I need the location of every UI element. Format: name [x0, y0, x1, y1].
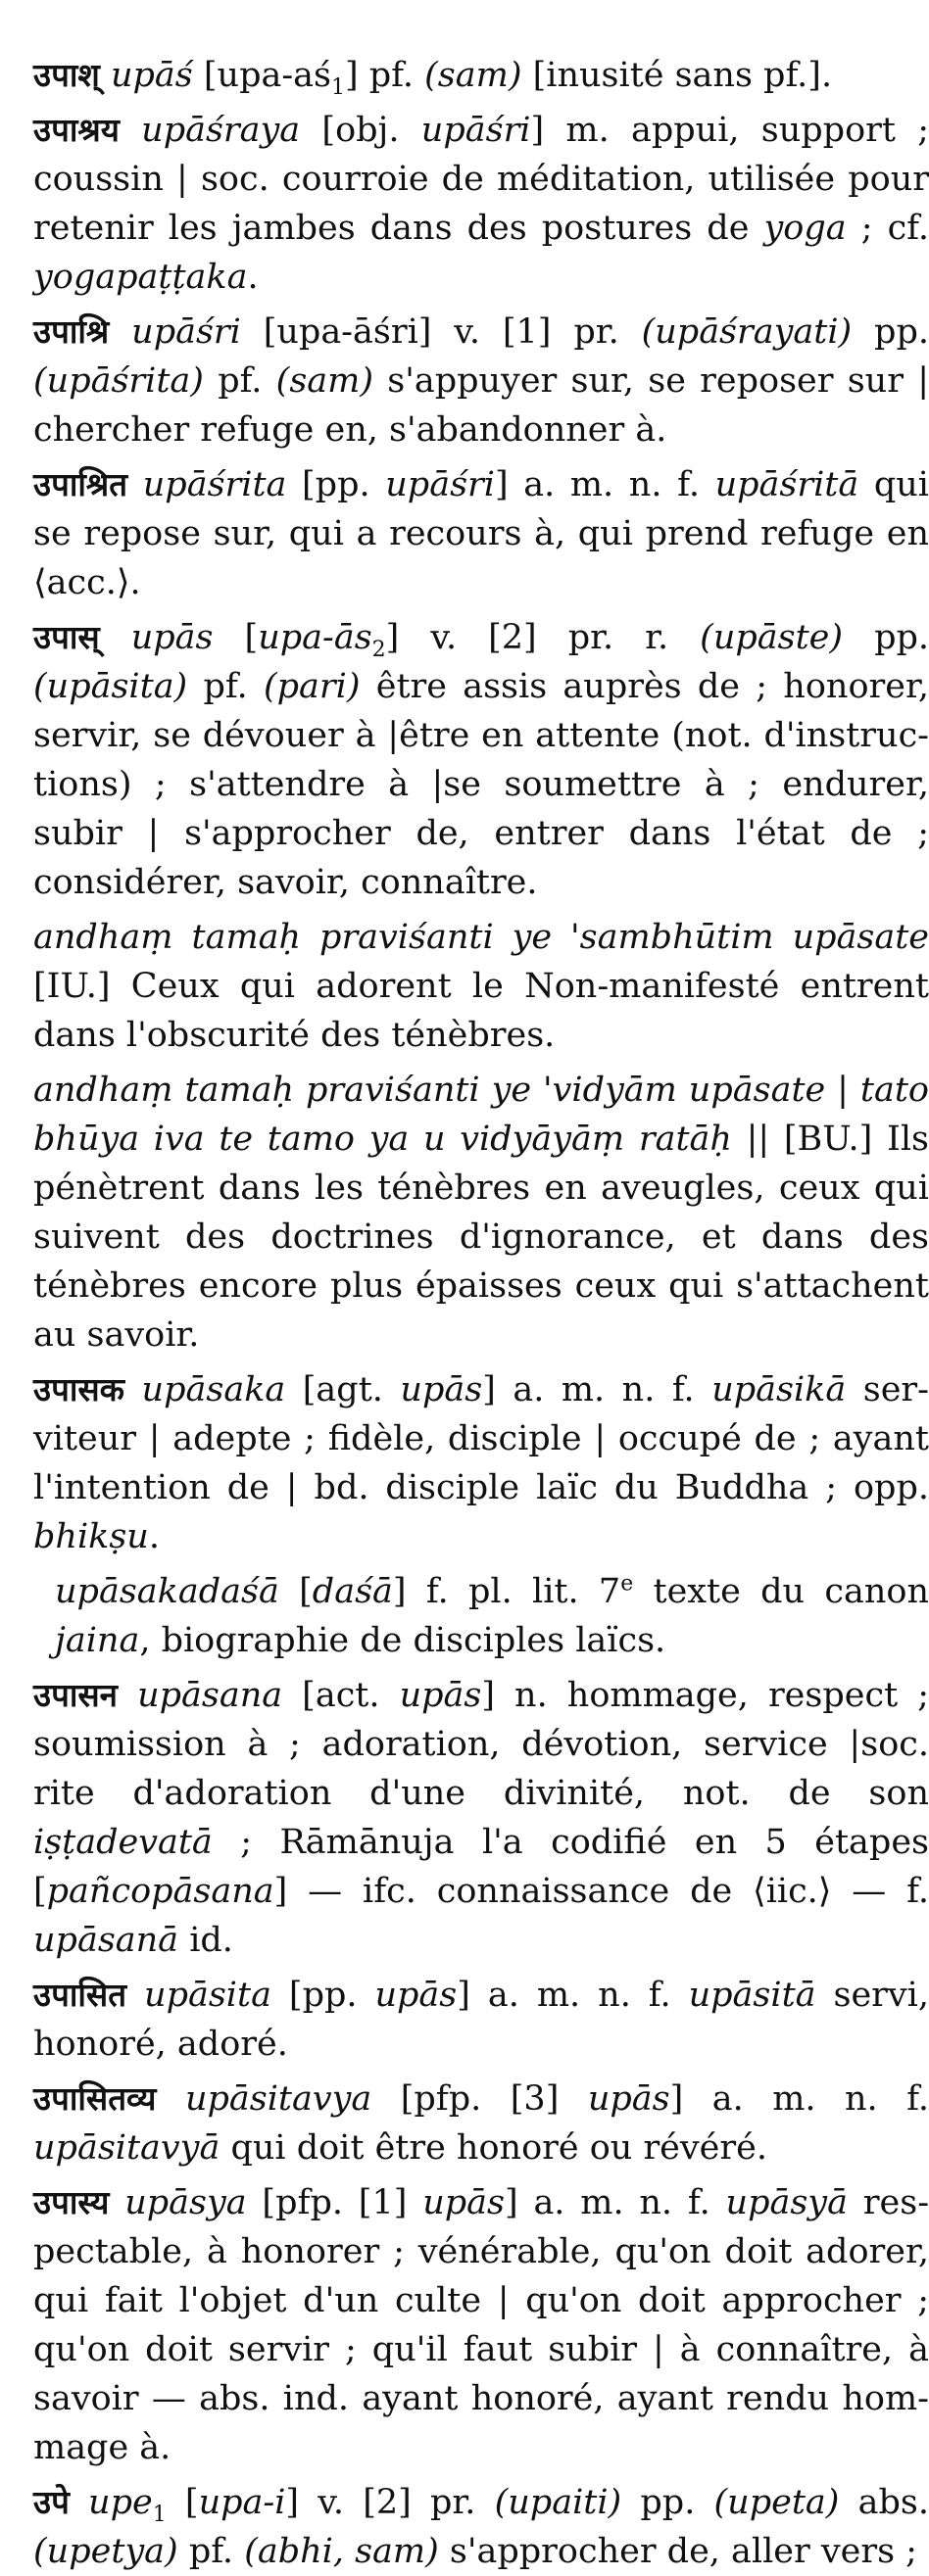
italic-text: upāśraya: [141, 111, 301, 150]
text: être assis auprès de ; honorer, servir, se dévouer à |être en attente (not. d'instructions) ; s'attendre à |se soumettre à ; endurer, subir | s'approcher de, entrer dans l'état de ; considérer, savoir, connaître.: [33, 667, 929, 902]
italic-text: upāśri: [131, 312, 241, 352]
headword-devanagari: उपाश्रि: [33, 312, 110, 351]
italic-text: upāsyā: [725, 2183, 848, 2222]
text: ] v. [2] pr.: [285, 2483, 495, 2522]
italic-text: upa-ās: [258, 618, 372, 657]
entry-upas1: [33, 51, 929, 100]
headword-devanagari: उपाश्रय: [33, 111, 120, 149]
text: ] n. hommage, respect ; soumission à ; adoration, dévotion, service |soc. rite d'adoration d'une divinité, not. de son: [33, 1676, 929, 1813]
italic-text: upās: [587, 2079, 670, 2119]
space: [120, 111, 141, 150]
text: ] f. pl. lit. 7: [392, 1572, 621, 1611]
italic-text: upāsitavya: [184, 2079, 372, 2119]
text: ] v. [2] pr. r.: [385, 618, 701, 657]
italic-text: upāsitavyā: [33, 2128, 220, 2168]
entry-quote1: [33, 913, 929, 1060]
entry-upasaka: [33, 1365, 929, 1561]
entry-upasrita: [33, 460, 929, 607]
headword-devanagari: उपाश्: [33, 56, 100, 94]
space: [156, 2079, 184, 2119]
text: ; Rāmānuja l'a codifié en 5 étapes [: [33, 1823, 929, 1911]
italic-text: (sam): [275, 361, 373, 401]
italic-text: upe: [88, 2483, 153, 2522]
italic-text: upāśri: [420, 111, 531, 150]
space: [124, 1370, 142, 1409]
text: ] pf.: [345, 56, 425, 95]
text: .: [247, 258, 259, 297]
italic-text: upāśritā: [714, 465, 859, 504]
subscript: 2: [371, 638, 386, 662]
italic-text: upās: [130, 618, 214, 657]
entry-upe: [33, 2478, 929, 2576]
text: id.: [178, 1921, 233, 1960]
text: pp.: [621, 2483, 714, 2522]
text: qui se repose sur, qui a recours à, qui prend refuge en ⟨acc.⟩.: [33, 465, 929, 602]
italic-text: upāśri: [385, 465, 495, 504]
subscript: 1: [152, 2503, 167, 2527]
italic-text: (upāste): [700, 618, 844, 657]
space: [126, 1976, 144, 2015]
headword-devanagari: उपासन: [33, 1676, 118, 1714]
text: .: [148, 1517, 160, 1556]
entry-upasya: [33, 2178, 929, 2472]
text: pf.: [203, 361, 276, 401]
italic-text: (pari): [263, 667, 361, 706]
entry-upasakadasa: [33, 1567, 929, 1665]
italic-text: andhaṃ tamaḥ praviśanti ye 'sambhūtim upāsate: [33, 918, 929, 957]
headword-devanagari: उपासक: [33, 1370, 125, 1408]
text: [agt.: [285, 1370, 401, 1409]
italic-text: bhikṣu: [33, 1517, 149, 1556]
italic-text: iṣṭadevatā: [33, 1823, 213, 1862]
text: ] — ifc. connaissance de ⟨iic.⟩ — f.: [273, 1872, 929, 1911]
entry-upasana: [33, 1671, 929, 1965]
text: s'appuyer sur, se reposer sur | chercher refuge en, s'abandonner à.: [33, 361, 929, 450]
italic-text: jaina: [55, 1621, 140, 1660]
text: ; cf.: [846, 209, 929, 248]
italic-text: upāsikā: [711, 1370, 847, 1409]
space: [127, 465, 143, 504]
text: [upa-aś: [192, 56, 331, 95]
italic-text: upāsita: [144, 1976, 271, 2015]
text: abs.: [839, 2483, 929, 2522]
text: servi, honoré, adoré.: [33, 1976, 929, 2064]
italic-text: pañcopāsana: [46, 1872, 274, 1911]
italic-text: upa-i: [198, 2483, 286, 2522]
text: [IU.] Ceux qui adorent le Non-manifesté entrent dans l'obscurité des ténèbres.: [33, 967, 929, 1055]
text: [BU.] Ils pénètrent dans les ténèbres en aveugles, ceux qui suivent des doctrines d'ignorance, et dans des ténèbres encore plus épaisses ceux qui s'attachent au savoir.: [33, 1120, 929, 1355]
italic-text: (upeta): [713, 2483, 840, 2522]
headword-devanagari: उपे: [33, 2483, 70, 2521]
text: texte du canon: [633, 1572, 929, 1611]
text: respectable, à honorer ; vénérable, qu'on doit adorer, qui fait l'objet d'un culte | qu'on doit approcher ; qu'on doit servir ; qu'il faut subir | à connaître, à savoir — abs. ind. ayant honoré, ayant rendu hommage à.: [33, 2183, 929, 2467]
entry-upasitavya: [33, 2075, 929, 2172]
text: qui doit être honoré ou révéré.: [220, 2128, 767, 2168]
headword-devanagari: उपाश्रित: [33, 465, 128, 503]
italic-text: upāsakadaśā: [55, 1572, 279, 1611]
text: pf.: [177, 2532, 245, 2571]
italic-text: (abhi, sam): [244, 2532, 439, 2571]
text: pf.: [187, 667, 264, 706]
italic-text: (upāśrita): [33, 361, 204, 401]
subscript: 1: [331, 75, 345, 100]
space: [109, 312, 131, 352]
superscript: e: [620, 1571, 634, 1597]
text: , biographie de disciples laïcs.: [139, 1621, 666, 1660]
italic-text: upās: [400, 1370, 483, 1409]
text: pp.: [843, 618, 929, 657]
entry-upas2: [33, 613, 929, 907]
italic-text: upāsana: [137, 1676, 283, 1715]
italic-text: upās: [422, 2183, 505, 2222]
italic-text: (upāsita): [33, 667, 188, 706]
text: s'approcher de, aller vers ;: [438, 2532, 917, 2571]
italic-text: (upetya): [33, 2532, 178, 2571]
entry-upasraya: [33, 106, 929, 302]
text: ] m. appui, support ; coussin | soc. courroie de méditation, utilisée pour retenir les jambes dans des postures de: [33, 111, 929, 248]
text: ] a. m. n. f.: [457, 1976, 689, 2015]
text: [: [166, 2483, 199, 2522]
italic-text: upāsitā: [688, 1976, 816, 2015]
italic-text: yoga: [763, 209, 847, 248]
text: [obj.: [300, 111, 421, 150]
entry-upasita: [33, 1971, 929, 2069]
headword-devanagari: उपास्य: [33, 2183, 110, 2221]
text: [pfp. [1]: [246, 2183, 423, 2222]
space: [70, 2483, 88, 2522]
entry-upasri: [33, 308, 929, 454]
entry-quote2: [33, 1066, 929, 1360]
space: [100, 56, 111, 95]
text: [inusité sans pf.].: [521, 56, 833, 95]
text: ] a. m. n. f.: [669, 2079, 929, 2119]
text: ] a. m. n. f.: [494, 465, 715, 504]
italic-text: upāsaka: [141, 1370, 286, 1409]
space: [109, 2183, 124, 2222]
headword-devanagari: उपास्: [33, 618, 100, 656]
text: [pfp. [3]: [371, 2079, 588, 2119]
italic-text: upāś: [110, 56, 193, 95]
italic-text: (upaiti): [494, 2483, 622, 2522]
text: [act.: [282, 1676, 400, 1715]
text: [: [278, 1572, 313, 1611]
text: [upa-āśri] v. [1] pr.: [240, 312, 642, 352]
text: ] a. m. n. f.: [482, 1370, 712, 1409]
text: [pp.: [270, 1976, 375, 2015]
italic-text: (sam): [424, 56, 522, 95]
italic-text: daśā: [312, 1572, 393, 1611]
text: ] a. m. n. f.: [504, 2183, 726, 2222]
italic-text: upāsya: [124, 2183, 247, 2222]
italic-text: upās: [399, 1676, 482, 1715]
italic-text: upās: [374, 1976, 458, 2015]
text: pp.: [852, 312, 929, 352]
italic-text: upāsanā: [33, 1921, 179, 1960]
headword-devanagari: उपासितव्य: [33, 2079, 157, 2118]
italic-text: yogapaṭṭaka: [33, 258, 248, 297]
space: [118, 1676, 137, 1715]
text: [pp.: [286, 465, 386, 504]
italic-text: upāśrita: [142, 465, 287, 504]
headword-devanagari: उपासित: [33, 1976, 127, 2014]
space: [100, 618, 131, 657]
italic-text: andhaṃ tamaḥ praviśanti ye 'vidyām upāsate | tato bhūya iva te tamo ya u vidyāyāṃ ratāḥ ||: [33, 1071, 929, 1159]
text: serviteur | adepte ; fidèle, disciple | occupé de ; ayant l'intention de | bd. disciple laïc du Buddha ; opp.: [33, 1370, 929, 1507]
italic-text: (upāśrayati): [641, 312, 853, 352]
text: [: [213, 618, 259, 657]
